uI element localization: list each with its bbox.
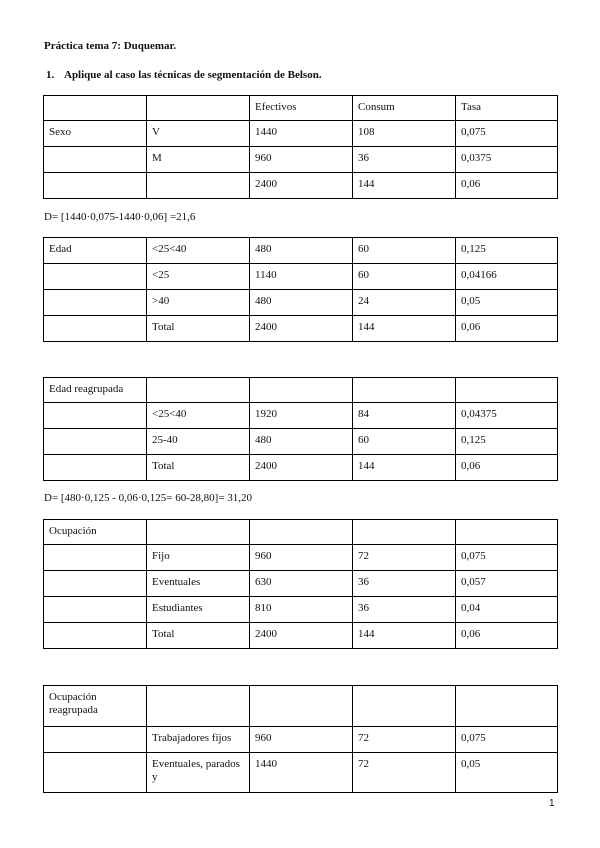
table-cell: 960: [250, 545, 353, 571]
table-row: [44, 403, 558, 429]
table-cell: [353, 378, 456, 403]
table-cell: Ocupación: [44, 520, 147, 545]
table-cell: 36: [353, 597, 456, 623]
belson-distance-edad: D= [480·0,125 - 0,06·0,125= 60-28,80]= 31,20: [44, 492, 253, 504]
table-cell: 2400: [250, 173, 353, 199]
table-row: [44, 238, 558, 264]
table-cell: >40: [147, 290, 250, 316]
table-cell: 0,05: [456, 753, 558, 793]
table-cell: [456, 378, 558, 403]
table-cell: [353, 520, 456, 545]
table-cell: 0,05: [456, 290, 558, 316]
table-row: [44, 429, 558, 455]
table-cell: 0,075: [456, 545, 558, 571]
table-row: [44, 378, 558, 403]
section-heading-text: Aplique al caso las técnicas de segmentación de Belson.: [64, 69, 322, 81]
table-cell: 60: [353, 238, 456, 264]
table-cell: 0,125: [456, 238, 558, 264]
table-cell: [44, 173, 147, 199]
sexo-table: [43, 95, 558, 199]
table-cell: 72: [353, 727, 456, 753]
table-cell: Estudiantes: [147, 597, 250, 623]
table-cell: Ocupación reagrupada: [44, 686, 147, 727]
table-cell: [147, 173, 250, 199]
table-cell: 960: [250, 727, 353, 753]
table-row: [44, 520, 558, 545]
table-cell: 72: [353, 753, 456, 793]
table-cell: 2400: [250, 623, 353, 649]
table-cell: [44, 96, 147, 121]
table-cell: Fijo: [147, 545, 250, 571]
table-cell: [44, 316, 147, 342]
table-cell: [44, 545, 147, 571]
table-cell: 0,0375: [456, 147, 558, 173]
table-cell: [250, 378, 353, 403]
edad-reagrupada-table: [43, 377, 558, 481]
edad-table: [43, 237, 558, 342]
table-cell: Efectivos: [250, 96, 353, 121]
table-cell: 25-40: [147, 429, 250, 455]
table-cell: [147, 378, 250, 403]
table-cell: Total: [147, 455, 250, 481]
table-cell: 0,06: [456, 173, 558, 199]
table-cell: [456, 686, 558, 727]
table-cell: 0,04: [456, 597, 558, 623]
table-cell: M: [147, 147, 250, 173]
table-row: [44, 121, 558, 147]
table-cell: [44, 429, 147, 455]
table-cell: Eventuales: [147, 571, 250, 597]
table-row: [44, 455, 558, 481]
table-cell: 1440: [250, 753, 353, 793]
table-cell: 144: [353, 455, 456, 481]
table-cell: 84: [353, 403, 456, 429]
table-cell: <25<40: [147, 238, 250, 264]
table-row: [44, 597, 558, 623]
table-row: [44, 727, 558, 753]
table-row: [44, 571, 558, 597]
table-cell: 144: [353, 623, 456, 649]
table-cell: Sexo: [44, 121, 147, 147]
table-cell: Total: [147, 316, 250, 342]
table-cell: 0,075: [456, 727, 558, 753]
table-cell: 810: [250, 597, 353, 623]
table-cell: [44, 597, 147, 623]
table-cell: [44, 147, 147, 173]
table-cell: Edad reagrupada: [44, 378, 147, 403]
table-cell: [44, 753, 147, 793]
table-cell: [353, 686, 456, 727]
table-cell: 108: [353, 121, 456, 147]
table-cell: 60: [353, 264, 456, 290]
table-cell: 0,04166: [456, 264, 558, 290]
table-row: [44, 147, 558, 173]
table-row: [44, 545, 558, 571]
table-cell: [44, 571, 147, 597]
table-row: [44, 686, 558, 727]
table-cell: Consum: [353, 96, 456, 121]
table-cell: 0,04375: [456, 403, 558, 429]
table-row: [44, 290, 558, 316]
table-cell: 0,06: [456, 623, 558, 649]
table-cell: 960: [250, 147, 353, 173]
table-cell: 1140: [250, 264, 353, 290]
table-cell: Edad: [44, 238, 147, 264]
table-cell: [250, 686, 353, 727]
ocupacion-table: [43, 519, 558, 649]
table-cell: <25<40: [147, 403, 250, 429]
table-cell: [44, 455, 147, 481]
table-cell: 1920: [250, 403, 353, 429]
table-cell: 480: [250, 238, 353, 264]
table-cell: 480: [250, 429, 353, 455]
table-cell: [147, 520, 250, 545]
table-cell: [147, 686, 250, 727]
section-number: 1.: [46, 69, 55, 81]
table-cell: [147, 96, 250, 121]
table-row: [44, 173, 558, 199]
table-cell: [250, 520, 353, 545]
table-cell: V: [147, 121, 250, 147]
table-cell: <25: [147, 264, 250, 290]
table-cell: 0,075: [456, 121, 558, 147]
table-cell: 72: [353, 545, 456, 571]
table-cell: 2400: [250, 455, 353, 481]
table-cell: 0,06: [456, 455, 558, 481]
table-cell: 0,06: [456, 316, 558, 342]
table-cell: Total: [147, 623, 250, 649]
table-cell: 0,125: [456, 429, 558, 455]
table-cell: 36: [353, 571, 456, 597]
table-row: [44, 623, 558, 649]
table-cell: 2400: [250, 316, 353, 342]
belson-distance-sexo: D= [1440·0,075-1440·0,06] =21,6: [44, 211, 196, 223]
table-cell: [44, 623, 147, 649]
table-cell: 630: [250, 571, 353, 597]
table-cell: [44, 727, 147, 753]
table-cell: Tasa: [456, 96, 558, 121]
table-cell: 36: [353, 147, 456, 173]
table-cell: [44, 290, 147, 316]
table-cell: Eventuales, parados y: [147, 753, 250, 793]
table-row: [44, 264, 558, 290]
table-row: [44, 753, 558, 793]
ocupacion-reagrupada-table: [43, 685, 558, 793]
table-row: [44, 96, 558, 121]
table-cell: [44, 264, 147, 290]
table-row: [44, 316, 558, 342]
table-cell: Trabajadores fijos: [147, 727, 250, 753]
page-number: 1: [549, 798, 555, 809]
table-cell: [456, 520, 558, 545]
table-cell: [44, 403, 147, 429]
table-cell: 1440: [250, 121, 353, 147]
table-cell: 144: [353, 316, 456, 342]
table-cell: 144: [353, 173, 456, 199]
document-title: Práctica tema 7: Duquemar.: [44, 40, 177, 52]
table-cell: 60: [353, 429, 456, 455]
table-cell: 480: [250, 290, 353, 316]
section-heading: [46, 69, 322, 81]
table-cell: 0,057: [456, 571, 558, 597]
table-cell: 24: [353, 290, 456, 316]
